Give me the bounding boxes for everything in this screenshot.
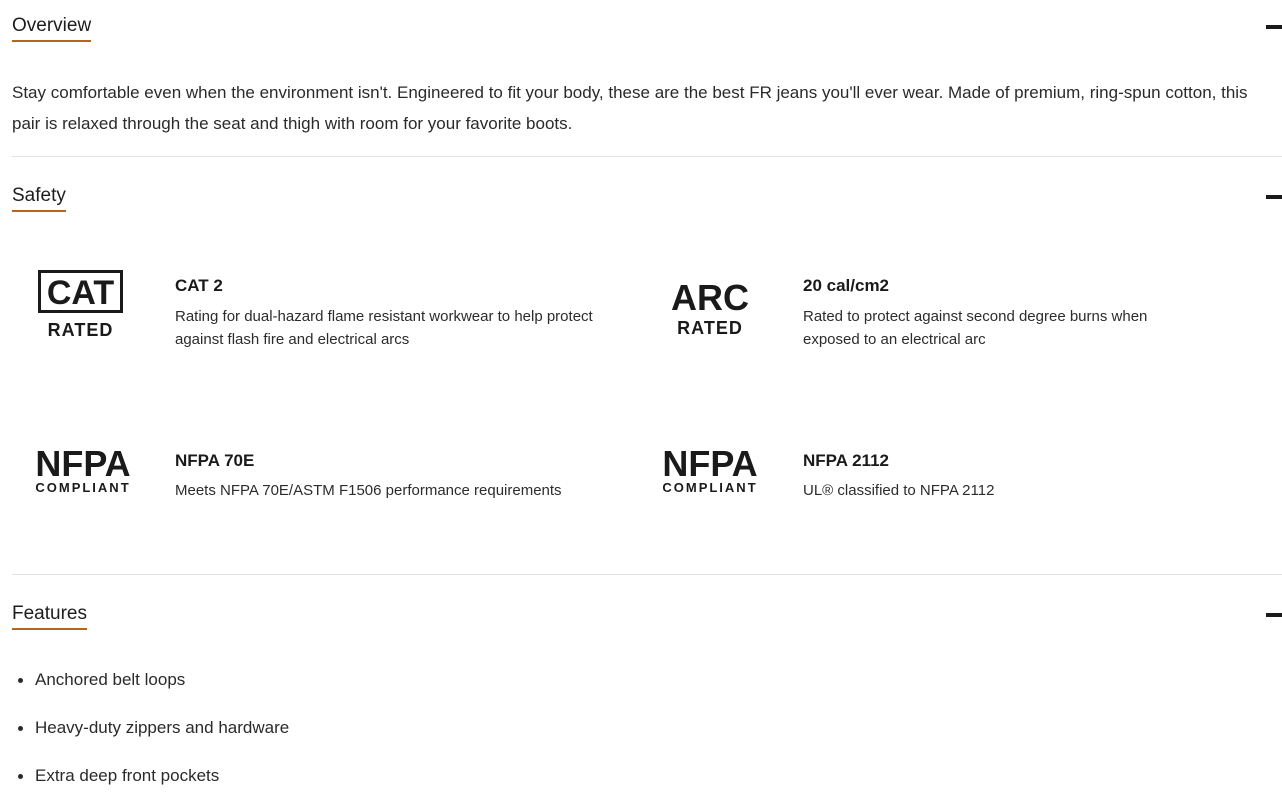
minus-icon[interactable]	[1266, 195, 1282, 199]
arc-logo-text: ARC	[671, 277, 749, 318]
divider	[12, 156, 1282, 157]
nfpa-70e-title: NFPA 70E	[175, 451, 255, 470]
features-list	[12, 660, 289, 804]
minus-icon[interactable]	[1266, 25, 1282, 29]
overview-header[interactable]	[12, 14, 1282, 54]
divider	[12, 574, 1282, 575]
overview-text: Stay comfortable even when the environment isn't. Engineered to fit your body, these are the best FR jeans you'll ever wear. Made of premium, ring-spun cotton, this pair is relaxed through the seat and thigh with room for your favorite boots.	[12, 83, 1248, 133]
arc-desc: Rated to protect against second degree burns when exposed to an electrical arc	[803, 308, 1148, 348]
nfpa-2112-desc: UL® classified to NFPA 2112	[803, 482, 995, 499]
arc-logo-subtext: RATED	[677, 318, 743, 338]
nfpa-logo-text: NFPA	[35, 443, 131, 484]
nfpa-logo-text: NFPA	[662, 443, 758, 484]
safety-header[interactable]	[12, 184, 1282, 224]
overview-title[interactable]: Overview	[12, 14, 91, 42]
features-title[interactable]: Features	[12, 602, 87, 630]
cat-rated-logo	[12, 270, 122, 350]
arc-title: 20 cal/cm2	[803, 276, 890, 295]
nfpa-2112-title: NFPA 2112	[803, 451, 889, 470]
nfpa-compliant-logo	[655, 443, 765, 526]
minus-icon[interactable]	[1266, 613, 1282, 617]
nfpa-logo-subtext: COMPLIANT	[662, 480, 758, 495]
arc-rated-logo	[655, 274, 765, 354]
features-header[interactable]	[12, 602, 1282, 642]
cat-logo-text: CAT	[38, 270, 123, 313]
nfpa-compliant-logo	[28, 443, 138, 526]
nfpa-70e-desc: Meets NFPA 70E/ASTM F1506 performance requirements	[175, 482, 562, 499]
safety-title[interactable]: Safety	[12, 184, 66, 212]
list-item: Heavy-duty zippers and hardware	[12, 708, 289, 756]
list-item: Anchored belt loops	[12, 660, 289, 708]
list-item: Extra deep front pockets	[12, 756, 289, 804]
cat-logo-subtext: RATED	[47, 320, 114, 340]
cat-title: CAT 2	[175, 276, 223, 295]
nfpa-logo-subtext: COMPLIANT	[35, 480, 131, 495]
cat-desc: Rating for dual-hazard flame resistant workwear to help protect against flash fire and electrical arcs	[175, 308, 593, 348]
